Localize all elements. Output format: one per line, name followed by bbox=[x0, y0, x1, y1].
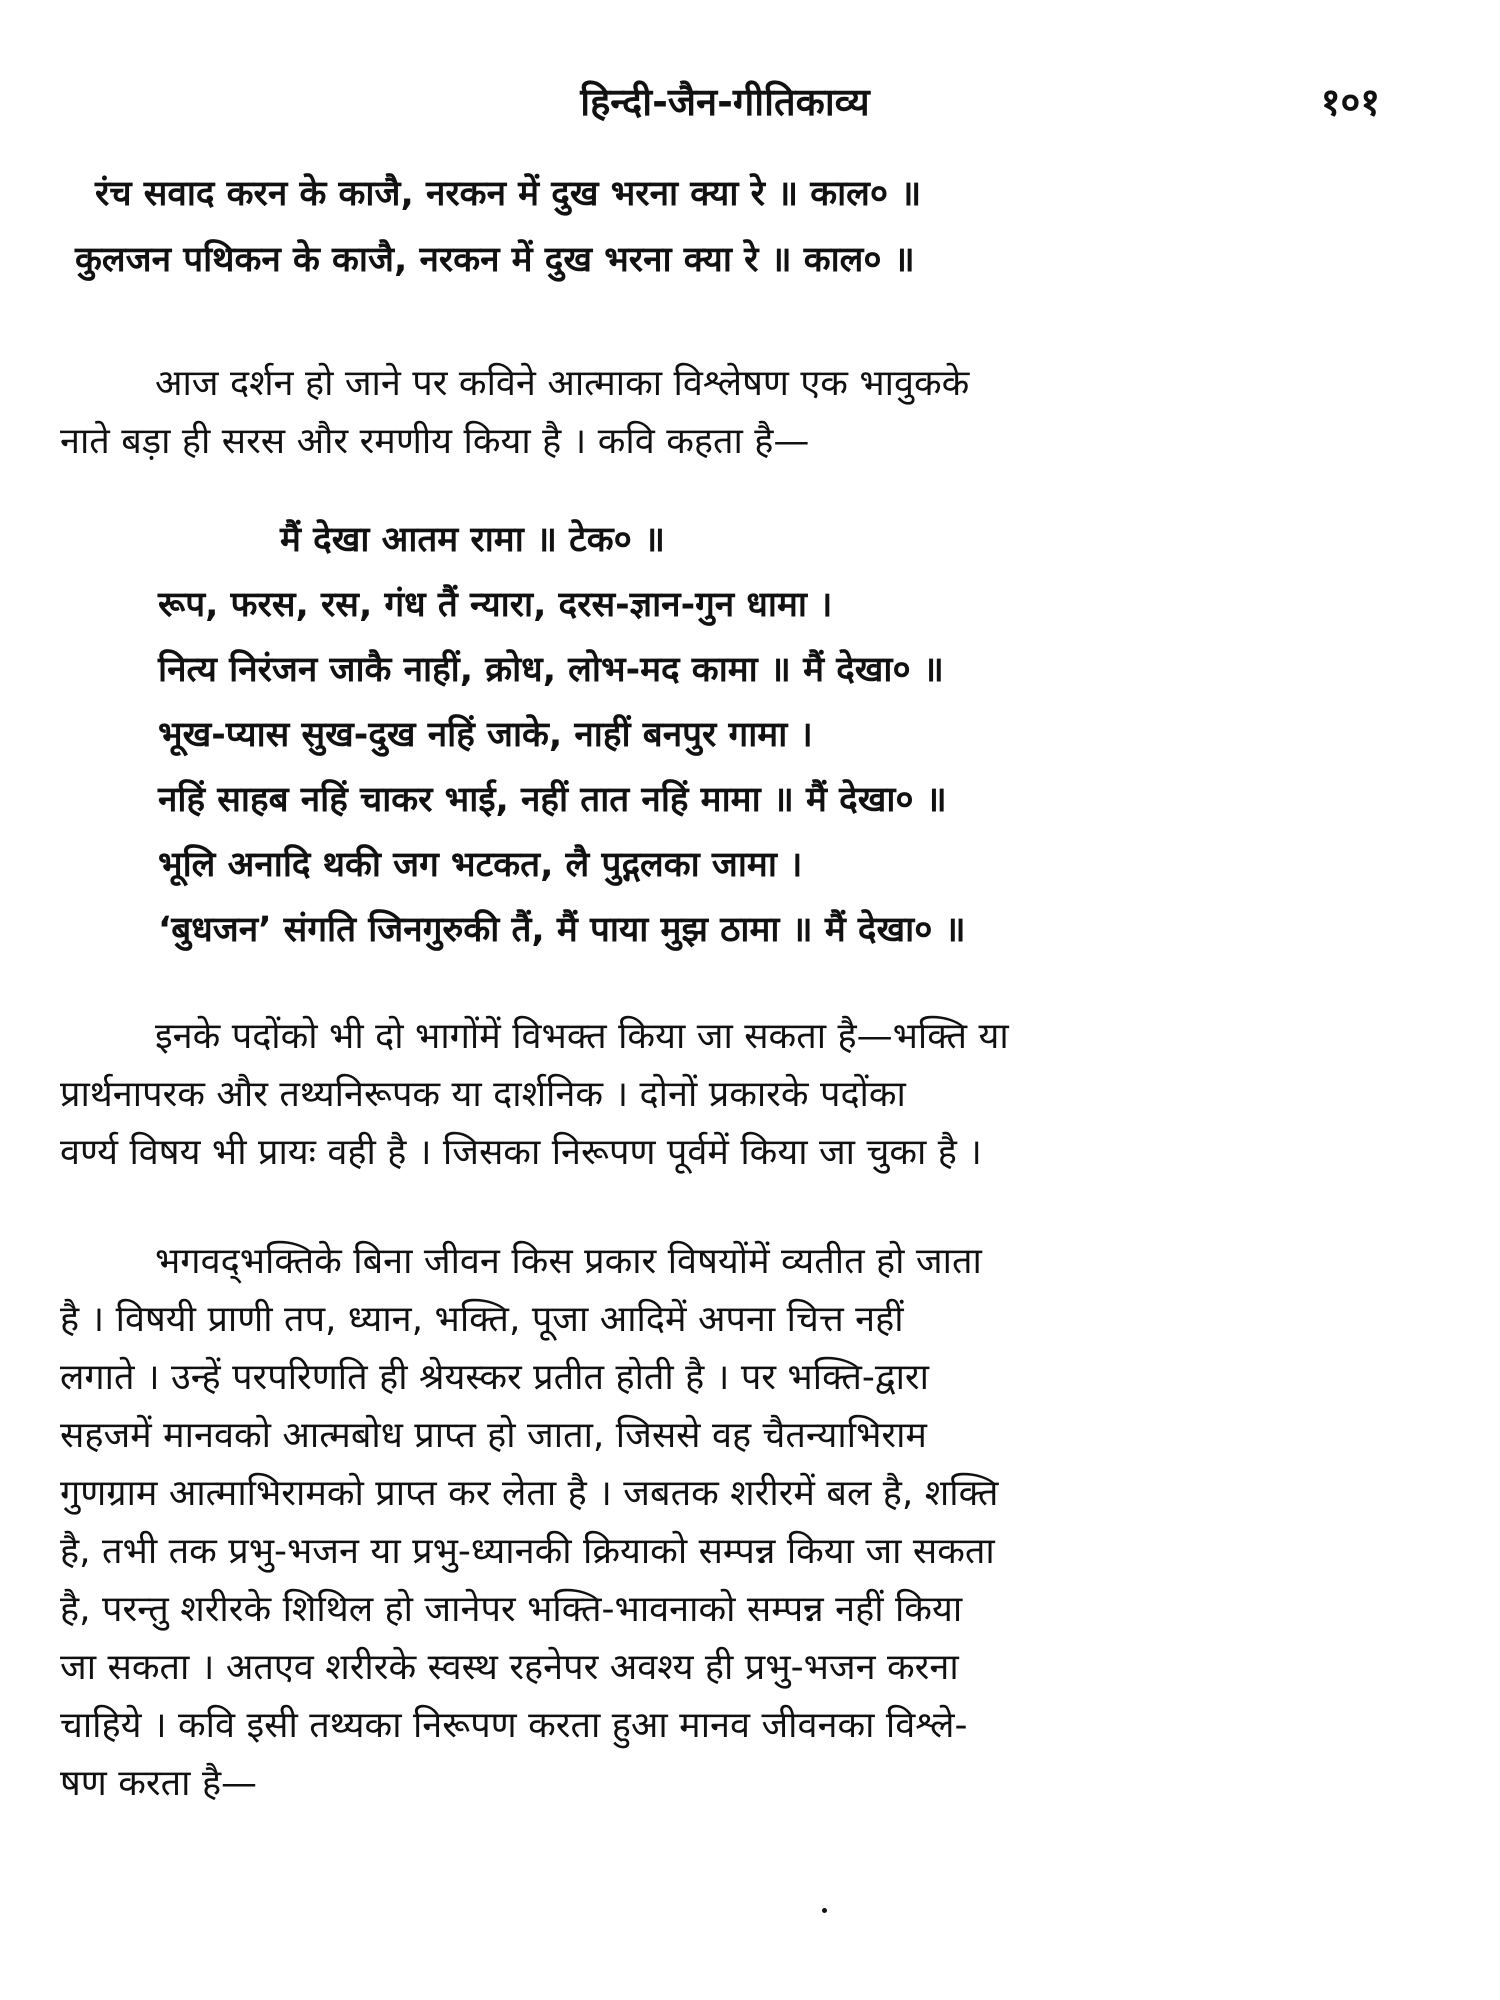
running-header bbox=[0, 72, 1500, 132]
paragraph-line: गुणग्राम आत्माभिरामको प्राप्त कर लेता है । जबतक शरीरमें बल है, शक्ति bbox=[60, 1473, 999, 1514]
verse-line: कुलजन पथिकन के काजै, नरकन में दुख भरना क्या रे ॥ काल० ॥ bbox=[75, 240, 915, 280]
paragraph-classification bbox=[60, 1008, 1390, 1182]
paragraph-line: इनके पदोंको भी दो भागोंमें विभक्त किया जा सकता है—भक्ति या bbox=[155, 1016, 1009, 1057]
paragraph-line: सहजमें मानवको आत्मबोध प्राप्त हो जाता, जिससे वह चैतन्याभिराम bbox=[60, 1415, 927, 1456]
paragraph-line: है, तभी तक प्रभु-भजन या प्रभु-ध्यानकी क्रियाको सम्पन्न किया जा सकता bbox=[60, 1531, 995, 1572]
print-speck bbox=[822, 1908, 827, 1913]
paragraph-line: वर्ण्य विषय भी प्रायः वही है । जिसका निरूपण पूर्वमें किया जा चुका है । bbox=[60, 1132, 982, 1173]
poem-refrain: मैं देखा आतम रामा ॥ टेक० ॥ bbox=[280, 520, 665, 560]
paragraph-devotion bbox=[60, 1233, 1390, 1813]
paragraph-line: जा सकता । अतएव शरीरके स्वस्थ रहनेपर अवश्य ही प्रभु-भजन करना bbox=[60, 1647, 959, 1688]
paragraph-line: भगवद्‌भक्तिके बिना जीवन किस प्रकार विषयोंमें व्यतीत हो जाता bbox=[155, 1241, 982, 1282]
poem-line: नित्य निरंजन जाकै नाहीं, क्रोध, लोभ-मद कामा ॥ मैं देखा० ॥ bbox=[158, 650, 944, 690]
paragraph-line: लगाते । उन्हें परपरिणति ही श्रेयस्कर प्रतीत होती है । पर भक्ति-द्वारा bbox=[60, 1357, 929, 1398]
paragraph-line: षण करता है— bbox=[60, 1763, 258, 1804]
running-title: हिन्दी-जैन-गीतिकाव्य bbox=[580, 80, 870, 124]
verse-line: रंच सवाद करन के काजै, नरकन में दुख भरना क्या रे ॥ काल० ॥ bbox=[95, 174, 922, 214]
page-number: १०१ bbox=[1320, 80, 1380, 124]
poem-line: भूलि अनादि थकी जग भटकत, लै पुद्गलका जामा । bbox=[158, 845, 803, 885]
poem-line: ‘बुधजन’ संगति जिनगुरुकी तैं, मैं पाया मुझ ठामा ॥ मैं देखा० ॥ bbox=[158, 910, 966, 950]
poem-line: रूप, फरस, रस, गंध तैं न्यारा, दरस-ज्ञान-गुन धामा । bbox=[158, 585, 833, 625]
paragraph-line: नाते बड़ा ही सरस और रमणीय किया है । कवि कहता है— bbox=[60, 421, 810, 462]
paragraph-intro bbox=[60, 355, 1390, 471]
poem-line: नहिं साहब नहिं चाकर भाई, नहीं तात नहिं मामा ॥ मैं देखा० ॥ bbox=[158, 780, 947, 820]
paragraph-line: आज दर्शन हो जाने पर कविने आत्माका विश्लेषण एक भावुकके bbox=[155, 363, 970, 404]
poem-line: भूख-प्यास सुख-दुख नहिं जाके, नाहीं बनपुर गामा । bbox=[158, 715, 813, 755]
paragraph-line: है । विषयी प्राणी तप, ध्यान, भक्ति, पूजा आदिमें अपना चित्त नहीं bbox=[60, 1299, 904, 1340]
paragraph-line: है, परन्तु शरीरके शिथिल हो जानेपर भक्ति-भावनाको सम्पन्न नहीं किया bbox=[60, 1589, 963, 1630]
paragraph-line: चाहिये । कवि इसी तथ्यका निरूपण करता हुआ मानव जीवनका विश्ले- bbox=[60, 1705, 968, 1746]
paragraph-line: प्रार्थनापरक और तथ्यनिरूपक या दार्शनिक । दोनों प्रकारके पदोंका bbox=[60, 1074, 906, 1115]
